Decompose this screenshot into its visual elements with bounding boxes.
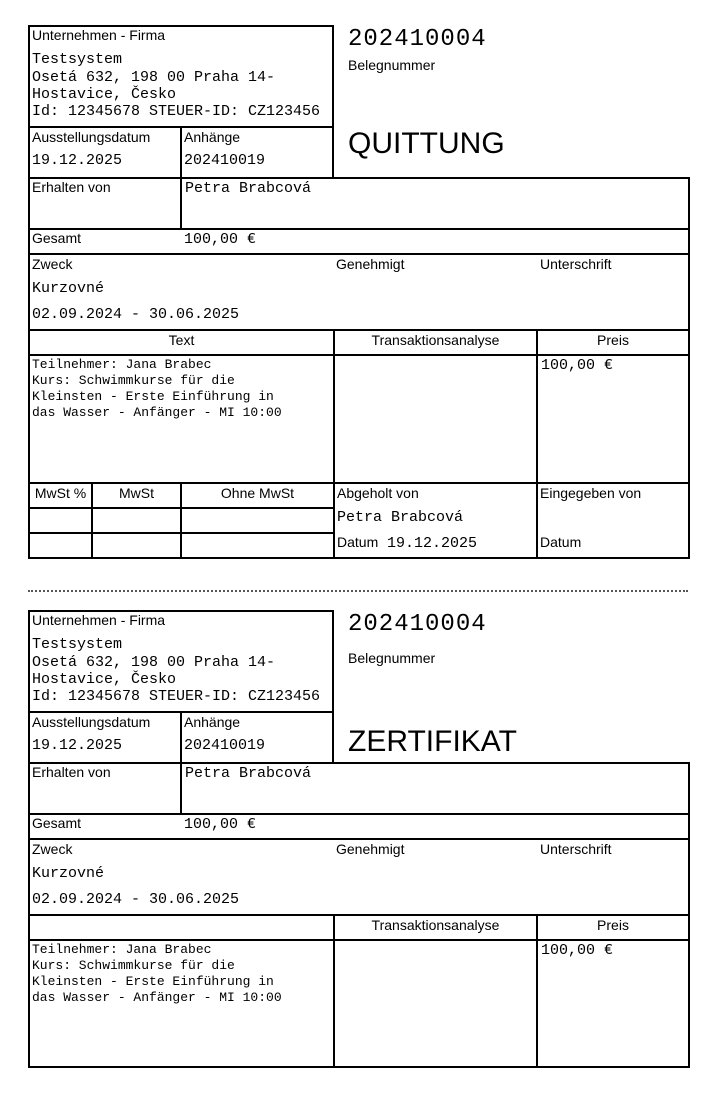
text-line: das Wasser - Anfänger - MI 10:00 [32, 405, 282, 420]
certificate-document [0, 585, 720, 1104]
rule [688, 177, 690, 559]
rule [536, 329, 538, 559]
text-line: Kurs: Schwimmkurse für die [32, 373, 235, 388]
rule [333, 914, 335, 1068]
rule [28, 25, 30, 559]
issue-date: 19.12.2025 [32, 737, 123, 754]
document-number: 202410004 [348, 611, 487, 638]
rule [28, 939, 690, 941]
company-name: Testsystem [32, 636, 123, 653]
document-title: QUITTUNG [348, 127, 505, 160]
purpose-label: Zweck [32, 841, 73, 857]
period: 02.09.2024 - 30.06.2025 [32, 891, 240, 908]
issue-date-label: Ausstellungsdatum [32, 714, 151, 730]
received-from-label: Erhalten von [32, 764, 111, 780]
attachments-label: Anhänge [184, 129, 241, 145]
period: 02.09.2024 - 30.06.2025 [32, 306, 240, 323]
rule [536, 914, 538, 1068]
rule [28, 813, 690, 815]
signature-label: Unterschrift [540, 256, 612, 272]
rule [28, 253, 690, 255]
price-column-header: Preis [597, 917, 629, 933]
price: 100,00 € [541, 942, 614, 959]
text-line: das Wasser - Anfänger - MI 10:00 [32, 990, 282, 1005]
rule [180, 711, 182, 815]
rule [28, 228, 690, 230]
rule [28, 482, 690, 484]
purpose: Kurzovné [32, 865, 105, 882]
text-line: Kurs: Schwimmkurse für die [32, 958, 235, 973]
total-label: Gesamt [32, 230, 82, 246]
analysis-column-header: Transaktionsanalyse [371, 917, 500, 933]
collected-date: 19.12.2025 [387, 535, 478, 552]
document-number: 202410004 [348, 26, 487, 53]
collected-date-label: Datum [337, 534, 379, 550]
price: 100,00 € [541, 357, 614, 374]
text-line: Teilnehmer: Jana Brabec [32, 942, 212, 957]
approved-label: Genehmigt [336, 841, 405, 857]
text-column-header: Text [168, 332, 195, 348]
entered-date-label: Datum [540, 534, 582, 550]
approved-label: Genehmigt [336, 256, 405, 272]
document-title: ZERTIFIKAT [348, 725, 517, 758]
rule [28, 838, 690, 840]
collected-by-label: Abgeholt von [337, 485, 419, 501]
issue-date: 19.12.2025 [32, 152, 123, 169]
rule [180, 126, 182, 230]
price-column-header: Preis [597, 332, 629, 348]
rule [28, 1066, 690, 1068]
company-address: Hostavice, Česko [32, 671, 177, 688]
rule [333, 329, 335, 559]
company-address: Hostavice, Česko [32, 86, 177, 103]
company-address: Osetá 632, 198 00 Praha 14- [32, 654, 276, 671]
signature-label: Unterschrift [540, 841, 612, 857]
company-label: Unternehmen - Firma [32, 612, 166, 628]
total-amount: 100,00 € [184, 231, 257, 248]
attachments: 202410019 [184, 737, 266, 754]
text-line: Kleinsten - Erste Einführung in [32, 974, 274, 989]
company-address: Osetá 632, 198 00 Praha 14- [32, 69, 276, 86]
issue-date-label: Ausstellungsdatum [32, 129, 151, 145]
purpose-label: Zweck [32, 256, 73, 272]
vat-percent-label: MwSt % [34, 485, 87, 501]
rule [28, 762, 690, 764]
rule [28, 329, 690, 331]
rule [28, 557, 690, 559]
entered-by-label: Eingegeben von [540, 485, 642, 501]
rule [28, 914, 690, 916]
total-amount: 100,00 € [184, 816, 257, 833]
received-from: Petra Brabcová [185, 765, 312, 782]
document-number-label: Belegnummer [348, 650, 436, 666]
rule [332, 25, 334, 179]
rule [28, 354, 690, 356]
attachments-label: Anhänge [184, 714, 241, 730]
rule [332, 610, 334, 764]
attachments: 202410019 [184, 152, 266, 169]
rule [28, 177, 690, 179]
received-from-label: Erhalten von [32, 179, 111, 195]
vat-label: MwSt [119, 485, 154, 501]
company-name: Testsystem [32, 51, 123, 68]
text-line: Kleinsten - Erste Einführung in [32, 389, 274, 404]
company-ids: Id: 12345678 STEUER-ID: CZ123456 [32, 688, 321, 705]
total-label: Gesamt [32, 815, 82, 831]
company-label: Unternehmen - Firma [32, 27, 166, 43]
net-label: Ohne MwSt [220, 485, 295, 501]
document-number-label: Belegnummer [348, 57, 436, 73]
rule [688, 762, 690, 1068]
rule [28, 610, 30, 1068]
text-line: Teilnehmer: Jana Brabec [32, 357, 212, 372]
received-from: Petra Brabcová [185, 180, 312, 197]
analysis-column-header: Transaktionsanalyse [371, 332, 500, 348]
collected-by: Petra Brabcová [337, 509, 464, 526]
company-ids: Id: 12345678 STEUER-ID: CZ123456 [32, 103, 321, 120]
purpose: Kurzovné [32, 280, 105, 297]
